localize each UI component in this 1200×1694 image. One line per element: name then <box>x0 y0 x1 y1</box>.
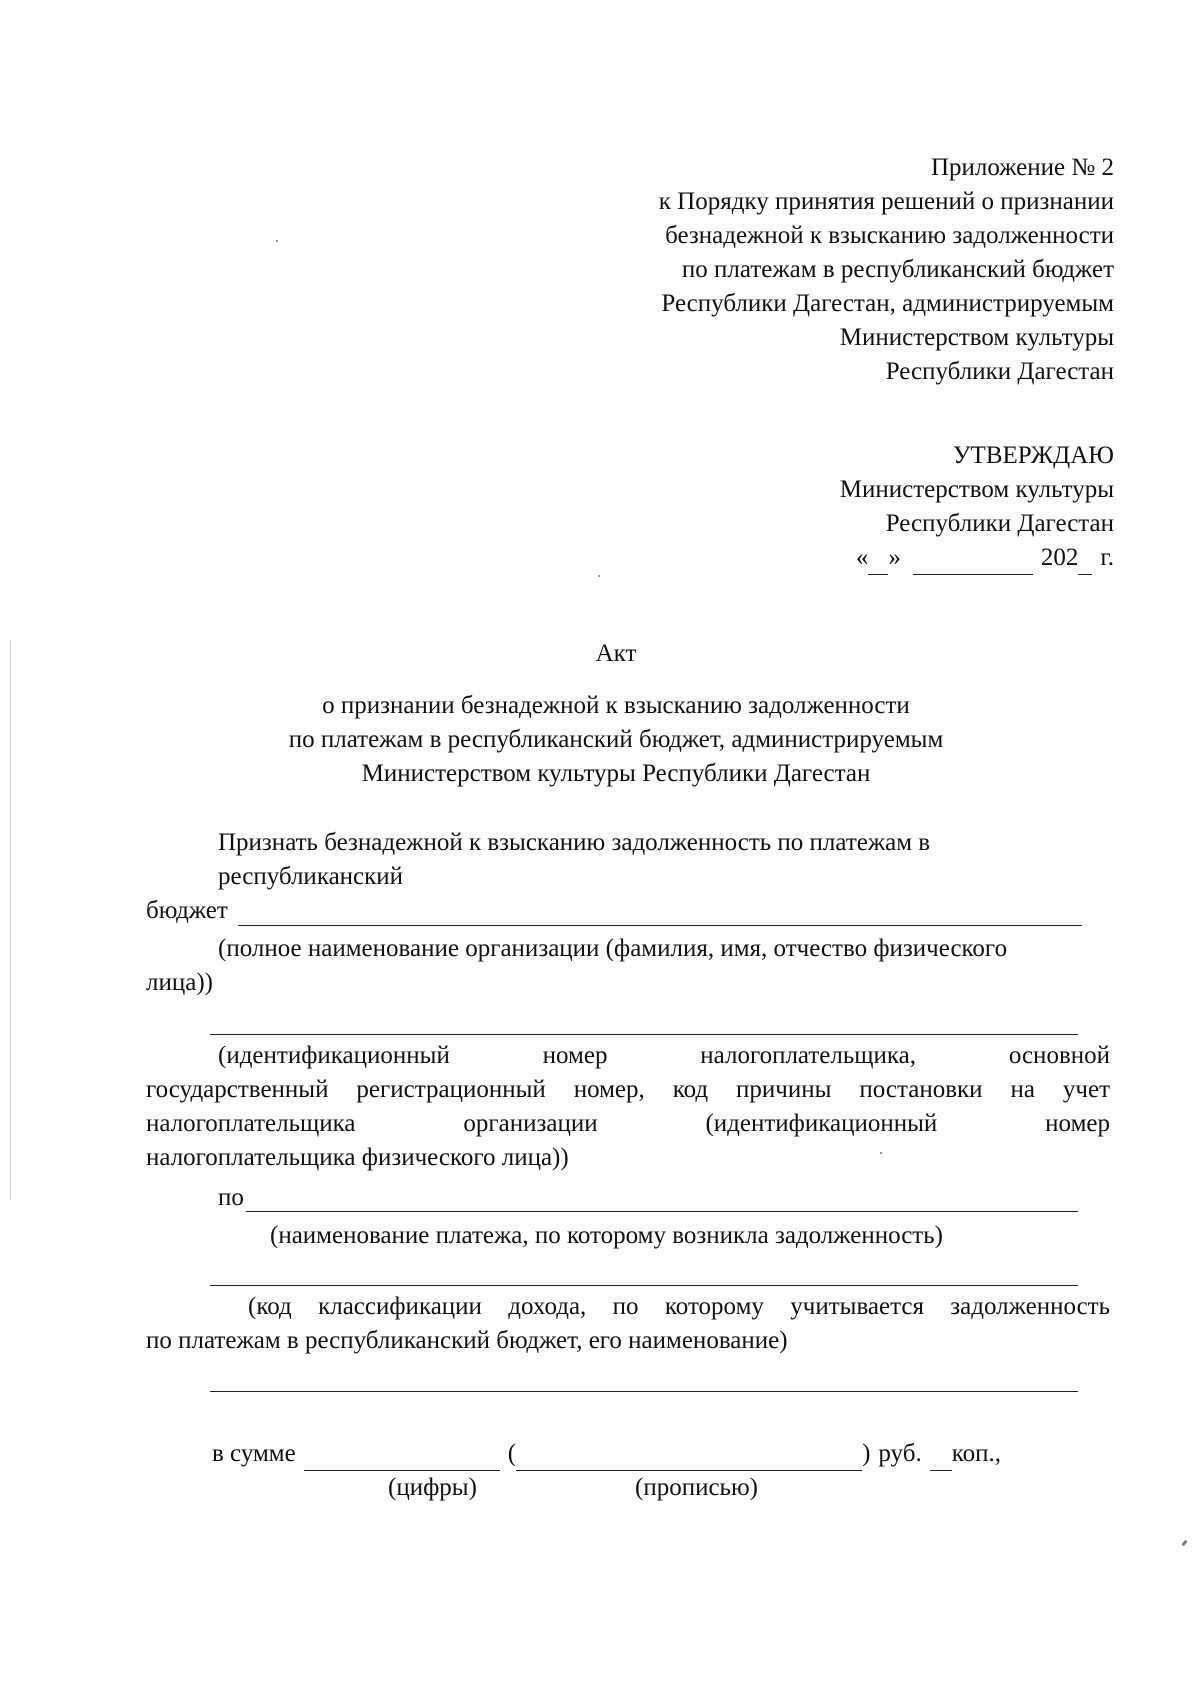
sum-words-blank <box>516 1444 862 1471</box>
annex-line: безнадежной к взысканию задолженности <box>665 222 1114 249</box>
sum-paren-close: ) <box>862 1440 871 1467</box>
date-year-blank <box>1078 548 1092 575</box>
date-quote-open: « <box>855 544 869 571</box>
sum-paren-open: ( <box>507 1440 517 1467</box>
scan-speck <box>598 575 600 577</box>
date-year: 202 <box>1040 544 1079 571</box>
org-hint: лица)) <box>146 969 213 996</box>
payment-blank-line <box>246 1211 1078 1212</box>
approval-line: Министерством культуры <box>839 476 1114 503</box>
sum-line <box>212 1437 1001 1471</box>
org-hint: (полное наименование организации (фамилия, имя, отчество физического <box>218 935 1008 962</box>
id-hint: налогоплательщика организации (идентификационный номер <box>146 1110 1110 1137</box>
act-subtitle-line: по платежам в республиканский бюджет, администрируемым <box>288 726 944 753</box>
intro-text: Признать безнадежной к взысканию задолженность по платежам в <box>218 829 931 856</box>
kop-label: коп., <box>951 1440 1001 1467</box>
kop-blank <box>930 1444 952 1471</box>
digits-hint: (цифры) <box>388 1474 477 1501</box>
words-hint: (прописью) <box>635 1474 758 1501</box>
scan-speck <box>1181 1540 1187 1547</box>
approval-line: Республики Дагестан <box>885 510 1114 537</box>
extra-blank-line <box>210 1391 1078 1392</box>
annex-line: Министерством культуры <box>839 324 1114 351</box>
code-blank-line <box>210 1285 1078 1286</box>
org-name-blank-line <box>238 925 1082 926</box>
approval-title: УТВЕРЖДАЮ <box>952 442 1114 469</box>
intro-text: республиканский <box>218 863 404 890</box>
annex-line: Республики Дагестан, администрируемым <box>661 290 1114 317</box>
code-hint: по платежам в республиканский бюджет, его наименование) <box>146 1327 788 1354</box>
approval-date-line <box>856 541 1114 575</box>
date-day-blank <box>868 548 888 575</box>
date-year-suffix: г. <box>1100 544 1114 571</box>
id-blank-line <box>210 1034 1078 1035</box>
scan-speck <box>276 240 278 242</box>
annex-line: Республики Дагестан <box>885 358 1114 385</box>
sum-label: в сумме <box>212 1440 296 1467</box>
scan-speck <box>880 1152 882 1154</box>
rub-label: руб. <box>878 1440 922 1467</box>
code-hint: (код классификации дохода, по которому учитывается задолженность <box>248 1293 1110 1320</box>
act-subtitle-line: о признании безнадежной к взысканию задолженности <box>322 692 910 719</box>
act-title: Акт <box>595 640 637 667</box>
annex-line: Приложение № 2 <box>930 154 1114 181</box>
date-quote-close: » <box>888 544 901 571</box>
id-hint: (идентификационный номер налогоплательщика, основной <box>218 1042 1110 1069</box>
payment-hint: (наименование платежа, по которому возникла задолженность) <box>270 1222 943 1249</box>
sum-digits-blank <box>304 1444 500 1471</box>
act-subtitle-line: Министерством культуры Республики Дагестан <box>361 760 871 787</box>
budget-label: бюджет <box>146 897 228 924</box>
annex-line: по платежам в республиканский бюджет <box>681 256 1114 283</box>
id-hint: налогоплательщика физического лица)) <box>146 1144 569 1171</box>
po-label: по <box>218 1184 244 1211</box>
id-hint: государственный регистрационный номер, код причины постановки на учет <box>146 1076 1110 1103</box>
annex-line: к Порядку принятия решений о признании <box>658 188 1114 215</box>
date-month-blank <box>913 548 1033 575</box>
